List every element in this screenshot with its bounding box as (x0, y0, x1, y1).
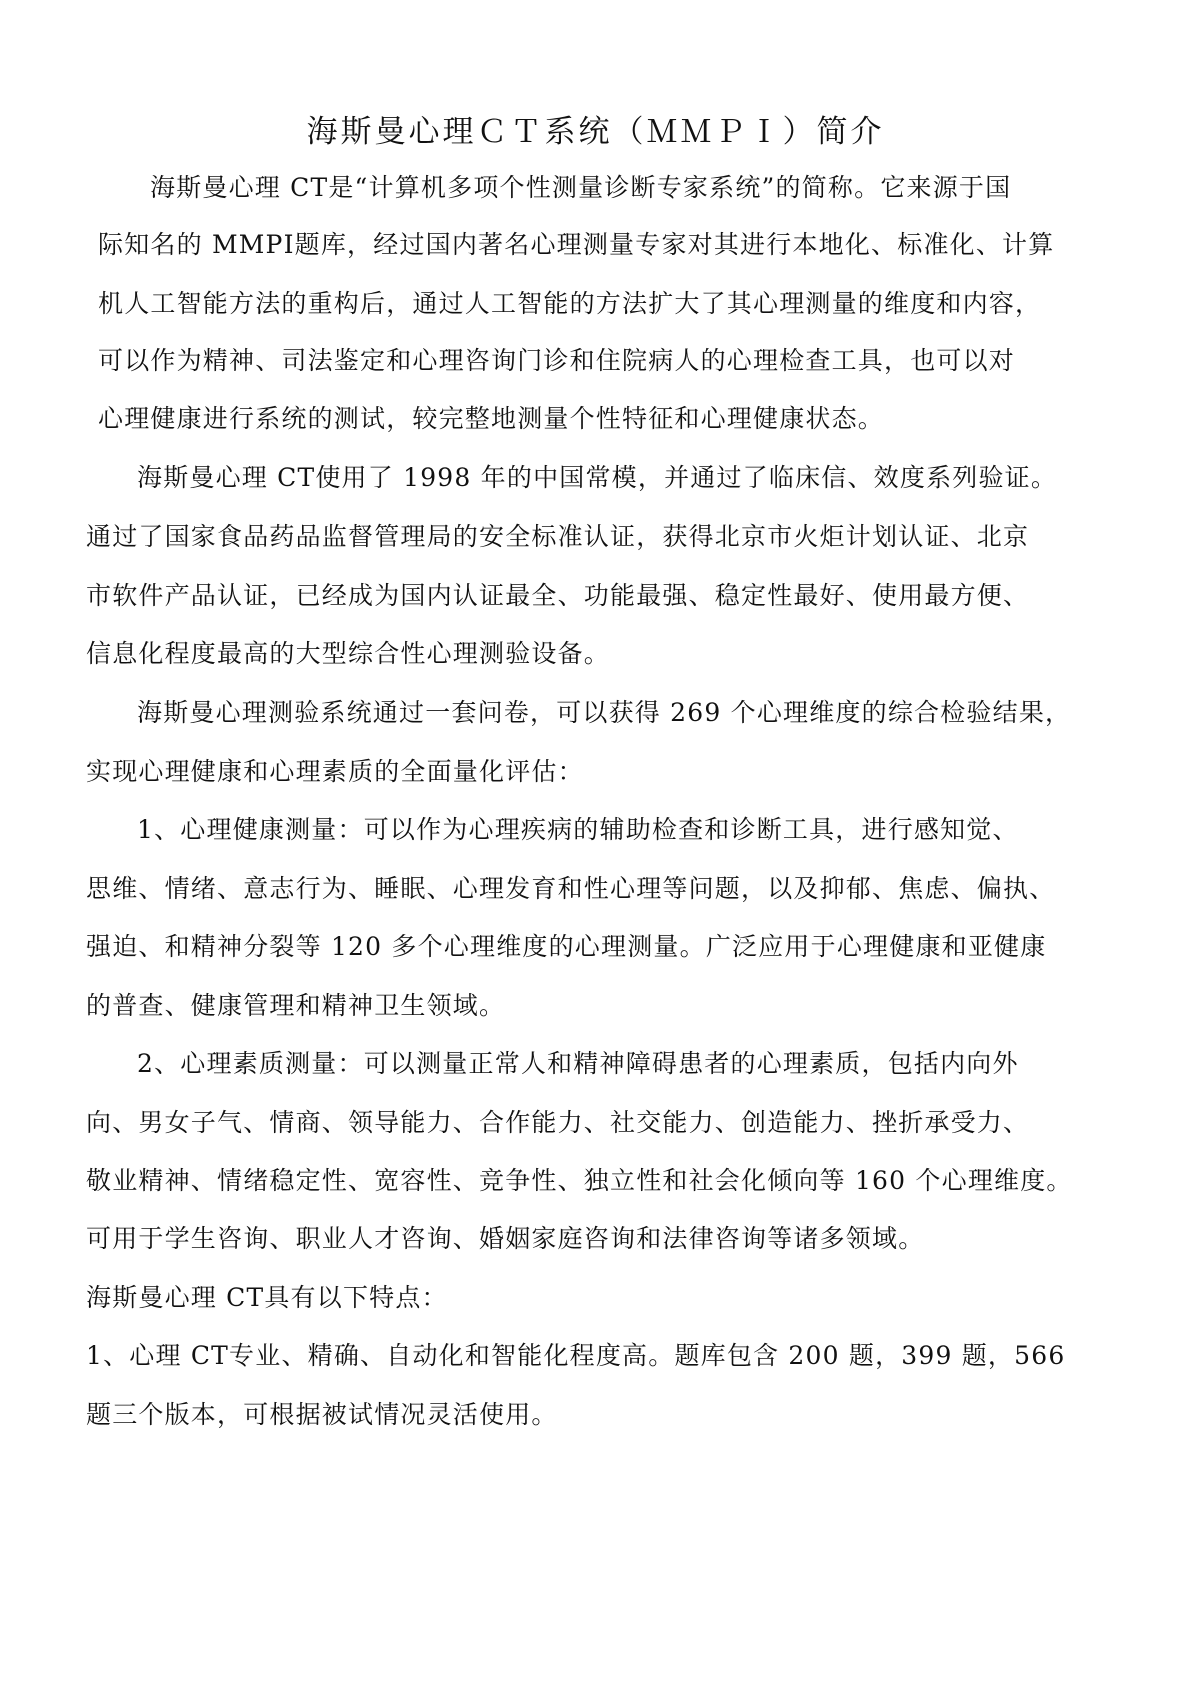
paragraph-line: 2、心理素质测量：可以测量正常人和精神障碍患者的心理素质，包括内向外 (137, 1049, 1019, 1078)
paragraph-line: 强迫、和精神分裂等 120 多个心理维度的心理测量。广泛应用于心理健康和亚健康 (86, 932, 1047, 961)
paragraph-line: 的普查、健康管理和精神卫生领域。 (86, 991, 506, 1020)
paragraph-line: 海斯曼心理 CT使用了 1998 年的中国常模，并通过了临床信、效度系列验证。 (137, 463, 1058, 492)
paragraph-line: 海斯曼心理测验系统通过一套问卷，可以获得 269 个心理维度的综合检验结果， (137, 698, 1072, 727)
paragraph-line: 1、心理 CT专业、精确、自动化和智能化程度高。题库包含 200 题，399 题，566 (86, 1341, 1066, 1370)
paragraph-line: 通过了国家食品药品监督管理局的安全标准认证，获得北京市火炬计划认证、北京 (86, 522, 1030, 551)
paragraph-line: 实现心理健康和心理素质的全面量化评估： (86, 757, 584, 786)
paragraph-line: 市软件产品认证，已经成为国内认证最全、功能最强、稳定性最好、使用最方便、 (86, 581, 1030, 610)
paragraph-line: 信息化程度最高的大型综合性心理测验设备。 (86, 639, 611, 668)
paragraph-line: 题三个版本，可根据被试情况灵活使用。 (86, 1400, 558, 1429)
paragraph-line: 敬业精神、情绪稳定性、宽容性、竞争性、独立性和社会化倾向等 160 个心理维度。 (86, 1166, 1073, 1195)
paragraph-line: 可用于学生咨询、职业人才咨询、婚姻家庭咨询和法律咨询等诸多领域。 (86, 1224, 925, 1253)
paragraph-line: 向、男女子气、情商、领导能力、合作能力、社交能力、创造能力、挫折承受力、 (86, 1108, 1030, 1137)
document-title: 海斯曼心理ＣＴ系统（ＭＭＰＩ）简介 (306, 114, 885, 150)
paragraph-line: 思维、情绪、意志行为、睡眠、心理发育和性心理等问题，以及抑郁、焦虑、偏执、 (86, 874, 1056, 903)
paragraph-line: 心理健康进行系统的测试，较完整地测量个性特征和心理健康状态。 (98, 404, 885, 433)
paragraph-line: 可以作为精神、司法鉴定和心理咨询门诊和住院病人的心理检查工具，也可以对 (98, 346, 1016, 375)
paragraph-line: 海斯曼心理 CT是“计算机多项个性测量诊断专家系统”的简称。它来源于国 (150, 173, 1012, 202)
paragraph-line: 1、心理健康测量：可以作为心理疾病的辅助检查和诊断工具，进行感知觉、 (137, 815, 1019, 844)
paragraph-line: 海斯曼心理 CT具有以下特点： (86, 1283, 448, 1312)
paragraph-line: 际知名的 MMPI题库，经过国内著名心理测量专家对其进行本地化、标准化、计算 (98, 230, 1055, 259)
paragraph-line: 机人工智能方法的重构后，通过人工智能的方法扩大了其心理测量的维度和内容， (98, 289, 1042, 318)
